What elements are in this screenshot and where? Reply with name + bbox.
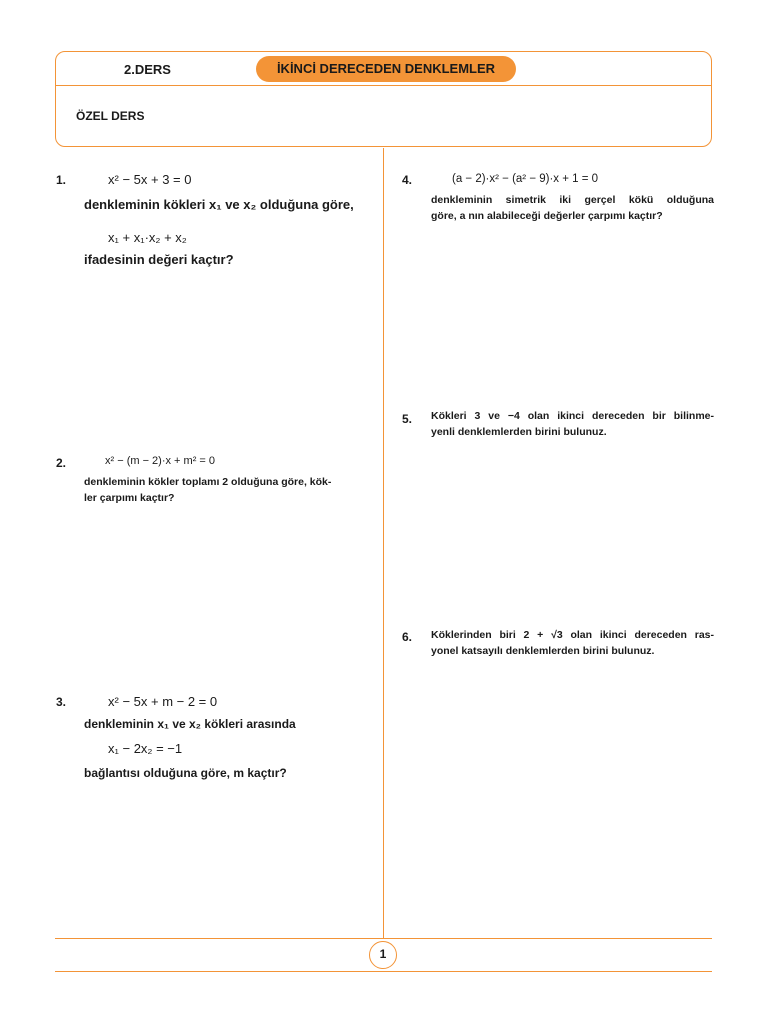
question-number: 6. — [402, 630, 413, 644]
expression: x₁ − 2x₂ = −1 — [108, 741, 183, 756]
question-text — [431, 192, 714, 224]
question-text-line: Kökleri 3 ve −4 olan ikinci dereceden bir bilinme- — [431, 410, 714, 422]
question-number: 5. — [402, 412, 413, 426]
question-text: denkleminin x₁ ve x₂ kökleri arasında — [84, 717, 296, 731]
question-text — [431, 408, 714, 440]
equation: x² − 5x + m − 2 = 0 — [108, 694, 218, 709]
equation: (a − 2)·x² − (a² − 9)·x + 1 = 0 — [452, 173, 599, 185]
question-text-line: göre, a nın alabileceği değerler çarpımı kaçtır? — [431, 210, 663, 222]
question-number: 3. — [56, 695, 67, 709]
footer-line-bottom — [55, 971, 712, 972]
question-number: 1. — [56, 173, 67, 187]
expression: x₁ + x₁·x₂ + x₂ — [108, 230, 187, 245]
question-text — [431, 627, 714, 659]
question-text: ifadesinin değeri kaçtır? — [84, 252, 234, 267]
question-number: 4. — [402, 173, 413, 187]
question-text: ler çarpımı kaçtır? — [84, 492, 175, 504]
question-text-line: denkleminin simetrik iki gerçel kökü olduğuna — [431, 194, 714, 206]
question-text-line: yonel katsayılı denklemlerden birini bulunuz. — [431, 645, 655, 657]
question-text: denkleminin kökler toplamı 2 olduğuna göre, kök- — [84, 476, 332, 488]
header-divider — [56, 85, 711, 86]
page-title: İKİNCİ DERECEDEN DENKLEMLER — [256, 56, 516, 82]
footer-line-top — [55, 938, 712, 939]
question-text-line: yenli denklemlerden birini bulunuz. — [431, 426, 607, 438]
lesson-label: 2.DERS — [124, 62, 171, 77]
subtitle-label: ÖZEL DERS — [76, 109, 145, 123]
question-text: denkleminin kökleri x₁ ve x₂ olduğuna göre, — [84, 197, 354, 212]
equation: x² − (m − 2)·x + m² = 0 — [105, 455, 216, 467]
question-text: bağlantısı olduğuna göre, m kaçtır? — [84, 766, 287, 780]
header-box — [55, 51, 712, 147]
question-number: 2. — [56, 456, 67, 470]
equation: x² − 5x + 3 = 0 — [108, 172, 192, 187]
question-text-line: Köklerinden biri 2 + √3 olan ikinci dereceden ras- — [431, 629, 714, 641]
page-number: 1 — [369, 941, 397, 969]
column-divider — [383, 148, 384, 938]
